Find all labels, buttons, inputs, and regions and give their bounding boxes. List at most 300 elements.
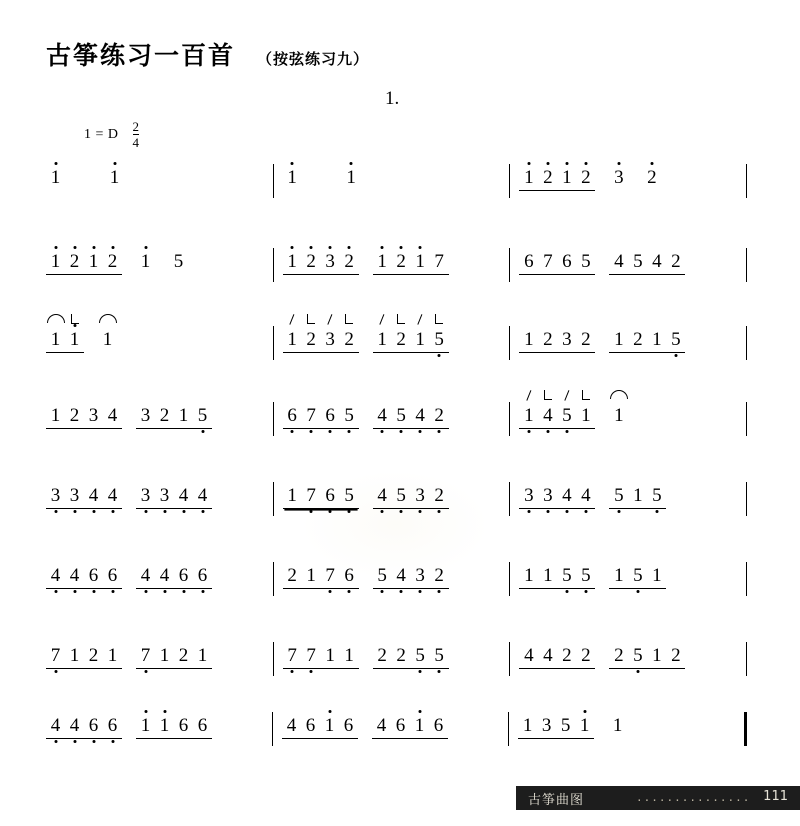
beamed-note-group [46, 252, 122, 275]
note-number: 5 [173, 251, 184, 272]
octave-down-dot [329, 510, 332, 513]
note-number: 4 [160, 566, 170, 586]
note-number: 6 [89, 566, 99, 586]
note [518, 716, 537, 736]
note [46, 716, 65, 736]
note-number: 4 [581, 486, 591, 506]
note-number: 2 [69, 405, 80, 426]
note-number: 1 [415, 252, 425, 272]
octave-up-dot [113, 162, 116, 165]
note-number: 2 [306, 252, 316, 272]
note [557, 406, 576, 426]
note [557, 646, 576, 666]
octave-down-dot [438, 430, 441, 433]
beamed-note-group [283, 566, 359, 589]
note [320, 716, 339, 736]
note [98, 330, 117, 350]
note-number: 1 [377, 329, 387, 350]
note-number: 7 [325, 566, 335, 586]
octave-down-dot [565, 430, 568, 433]
note [392, 566, 411, 586]
barline [746, 482, 747, 516]
note-number: 4 [286, 715, 297, 736]
note-number: 4 [562, 486, 572, 506]
note [302, 646, 321, 666]
octave-down-dot [92, 590, 95, 593]
note-number: 6 [305, 715, 316, 736]
note [84, 646, 103, 666]
barline [746, 562, 747, 596]
press-mark-icon [544, 390, 552, 400]
note [321, 330, 340, 350]
note [283, 486, 302, 506]
note-number: 2 [434, 406, 444, 426]
note [609, 566, 628, 586]
note-number: 3 [415, 566, 425, 586]
note-number: 2 [306, 329, 316, 350]
note [340, 486, 359, 506]
note-group [342, 168, 361, 188]
note [65, 716, 84, 736]
note-group [609, 406, 628, 426]
note [556, 716, 575, 736]
measure [46, 168, 264, 188]
note-number: 2 [543, 329, 553, 350]
note [283, 168, 302, 188]
note [136, 646, 155, 666]
octave-down-dot [565, 510, 568, 513]
note [647, 486, 666, 506]
octave-down-dot [291, 430, 294, 433]
note [608, 716, 627, 736]
note [46, 566, 65, 586]
note-number: 4 [377, 486, 387, 506]
note [193, 406, 212, 426]
note-number: 4 [89, 486, 99, 506]
note-number: 1 [306, 565, 316, 586]
note [519, 406, 538, 426]
note-number: 1 [614, 565, 624, 586]
measure [46, 566, 264, 589]
note-number: 2 [396, 252, 406, 272]
barline [509, 562, 510, 596]
note-number: 1 [581, 405, 591, 426]
octave-down-dot [54, 510, 57, 513]
measure [283, 486, 501, 509]
note-number: 7 [141, 646, 151, 666]
note [103, 646, 122, 666]
note-number: 5 [344, 406, 354, 426]
note [430, 330, 449, 350]
barline [746, 326, 747, 360]
note-number: 1 [524, 329, 534, 350]
note-group [169, 252, 188, 272]
note [84, 716, 103, 736]
octave-down-dot [111, 590, 114, 593]
octave-down-dot [655, 510, 658, 513]
beamed-note-group [373, 646, 449, 669]
note-number: 5 [562, 406, 572, 426]
note-number: 5 [415, 646, 425, 666]
note-number: 4 [107, 405, 118, 426]
note [647, 252, 666, 272]
note-number: 1 [415, 716, 425, 736]
beamed-note-group [282, 716, 358, 739]
note-number: 1 [89, 252, 99, 272]
beamed-note-group [283, 486, 359, 509]
note-number: 1 [51, 252, 61, 272]
beamed-note-group [136, 566, 212, 589]
note [647, 646, 666, 666]
note-number: 5 [396, 486, 406, 506]
barline [509, 402, 510, 436]
note [302, 566, 321, 586]
note [411, 486, 430, 506]
page-subtitle: （按弦练习九） [257, 50, 370, 68]
barline [746, 402, 747, 436]
note-number: 5 [671, 330, 681, 350]
note [538, 252, 557, 272]
octave-down-dot [527, 430, 530, 433]
note-number: 2 [377, 645, 387, 666]
octave-up-dot [565, 162, 568, 165]
note [519, 566, 538, 586]
note [557, 330, 576, 350]
octave-down-dot [73, 510, 76, 513]
octave-down-dot [438, 354, 441, 357]
note-number: 7 [287, 646, 297, 666]
note-number: 4 [70, 716, 80, 736]
octave-down-dot [381, 590, 384, 593]
beamed-note-group [373, 330, 449, 353]
final-barline [744, 712, 747, 746]
note [193, 646, 212, 666]
octave-down-dot [201, 510, 204, 513]
note [103, 486, 122, 506]
octave-down-dot [182, 510, 185, 513]
beamed-note-group [46, 716, 122, 739]
note [340, 252, 359, 272]
octave-up-dot [419, 246, 422, 249]
note [46, 646, 65, 666]
note-number: 2 [562, 645, 572, 666]
note-number: 2 [671, 251, 681, 272]
octave-down-dot [617, 510, 620, 513]
beamed-note-group [519, 486, 595, 509]
octave-down-dot [636, 670, 639, 673]
music-system [46, 486, 756, 516]
note [155, 716, 174, 736]
octave-up-dot [54, 162, 57, 165]
note [372, 716, 391, 736]
note [519, 486, 538, 506]
note [46, 406, 65, 426]
note [155, 406, 174, 426]
note-number: 7 [543, 251, 553, 272]
note [430, 486, 449, 506]
note-number: 6 [343, 715, 354, 736]
note-number: 2 [543, 168, 553, 188]
time-signature [133, 120, 140, 149]
note-group [283, 168, 302, 188]
beamed-note-group [609, 646, 685, 669]
note [538, 168, 557, 188]
note-number: 1 [522, 715, 533, 736]
note [136, 406, 155, 426]
note-number: 6 [325, 406, 335, 426]
barline [509, 326, 510, 360]
key-signature [84, 120, 139, 149]
beamed-note-group [283, 406, 359, 429]
note [538, 646, 557, 666]
beamed-note-group [519, 252, 595, 275]
note [575, 716, 594, 736]
note-number: 2 [581, 168, 591, 188]
note-number: 2 [633, 329, 643, 350]
octave-down-dot [381, 430, 384, 433]
footer-dots: ··············· [636, 794, 751, 807]
beamed-note-group [373, 566, 449, 589]
music-system [46, 168, 756, 198]
note [193, 486, 212, 506]
octave-down-dot [438, 590, 441, 593]
measure [519, 566, 737, 589]
note-number: 2 [434, 566, 444, 586]
press-mark-icon [397, 314, 405, 324]
note-number: 1 [652, 329, 662, 350]
note [666, 330, 685, 350]
note [103, 566, 122, 586]
barline [508, 712, 509, 746]
octave-down-dot [381, 510, 384, 513]
note-number: 6 [524, 251, 534, 272]
octave-up-dot [527, 162, 530, 165]
note [174, 716, 193, 736]
barline [509, 642, 510, 676]
octave-up-dot [650, 162, 653, 165]
note-number: 3 [70, 486, 80, 506]
measure [519, 330, 737, 353]
octave-down-dot [111, 740, 114, 743]
note [538, 486, 557, 506]
note-number: 3 [415, 486, 425, 506]
octave-down-dot [201, 430, 204, 433]
octave-down-dot [54, 670, 57, 673]
note [103, 406, 122, 426]
note-number: 3 [140, 405, 151, 426]
note [628, 566, 647, 586]
octave-down-dot [636, 590, 639, 593]
note [283, 566, 302, 586]
octave-down-dot [348, 590, 351, 593]
note-number: 5 [633, 646, 643, 666]
footer-text: 古筝曲图 [528, 793, 585, 808]
note [340, 566, 359, 586]
octave-up-dot [350, 162, 353, 165]
note [302, 486, 321, 506]
note-number: 1 [70, 330, 80, 350]
note-number: 4 [614, 251, 624, 272]
time-signature-denominator: 4 [132, 135, 140, 150]
note-number: 5 [581, 251, 591, 272]
note-number: 1 [287, 485, 297, 506]
note-number: 4 [415, 406, 425, 426]
barline [746, 642, 747, 676]
note-number: 3 [160, 486, 170, 506]
note [321, 566, 340, 586]
note-number: 1 [377, 252, 387, 272]
measure [283, 566, 501, 589]
note-number: 6 [197, 715, 208, 736]
beamed-note-group [136, 716, 212, 739]
note [519, 646, 538, 666]
measure [519, 646, 737, 669]
measure [46, 406, 264, 429]
note-number: 4 [141, 566, 151, 586]
note [576, 406, 595, 426]
octave-up-dot [163, 710, 166, 713]
note [392, 646, 411, 666]
note-number: 4 [179, 486, 189, 506]
octave-down-dot [419, 510, 422, 513]
measure [46, 252, 264, 275]
beamed-note-group [519, 406, 595, 429]
note-number: 3 [541, 715, 552, 736]
slur-arc-icon [47, 314, 65, 323]
note-number: 2 [178, 645, 189, 666]
barline [272, 712, 273, 746]
score-header [46, 36, 369, 72]
press-mark-icon [435, 314, 443, 324]
note [65, 252, 84, 272]
note [519, 330, 538, 350]
music-system [46, 252, 756, 282]
barline [273, 482, 274, 516]
beamed-note-group [283, 646, 359, 669]
note-number: 3 [524, 486, 534, 506]
note [411, 406, 430, 426]
note [373, 252, 392, 272]
octave-down-dot [348, 510, 351, 513]
note [576, 646, 595, 666]
note [392, 252, 411, 272]
note [65, 646, 84, 666]
beamed-note-group [518, 716, 594, 739]
octave-down-dot [163, 510, 166, 513]
beamed-note-group [609, 330, 685, 353]
note [430, 566, 449, 586]
note [321, 646, 340, 666]
note-number: 3 [562, 329, 572, 350]
octave-up-dot [617, 162, 620, 165]
note-number: 5 [396, 406, 406, 426]
slur-arc-icon [610, 390, 628, 399]
octave-up-dot [328, 710, 331, 713]
note-number: 3 [51, 486, 61, 506]
octave-down-dot [182, 590, 185, 593]
note-number: 1 [633, 485, 643, 506]
octave-down-dot [438, 670, 441, 673]
note [628, 486, 647, 506]
note-number: 6 [178, 715, 189, 736]
measure [283, 646, 501, 669]
note [647, 566, 666, 586]
note [155, 646, 174, 666]
slide-mark-icon [526, 390, 531, 401]
measure [283, 168, 501, 188]
note-number: 1 [159, 645, 170, 666]
octave-down-dot [565, 590, 568, 593]
note-number: 5 [652, 486, 662, 506]
note-group [98, 330, 117, 350]
note [103, 716, 122, 736]
note-number: 2 [581, 329, 591, 350]
octave-down-dot [419, 430, 422, 433]
note-number: 5 [614, 486, 624, 506]
octave-up-dot [310, 246, 313, 249]
note-number: 6 [325, 486, 335, 506]
note-number: 2 [647, 168, 657, 188]
note [392, 330, 411, 350]
octave-down-dot [546, 430, 549, 433]
octave-down-dot [546, 510, 549, 513]
note-number: 4 [524, 645, 534, 666]
octave-up-dot [73, 246, 76, 249]
octave-up-dot [381, 246, 384, 249]
note-number: 4 [543, 645, 553, 666]
note-number: 7 [434, 251, 444, 272]
note-number: 2 [108, 252, 118, 272]
time-signature-numerator: 2 [132, 119, 140, 134]
music-system [46, 716, 756, 746]
footer-page-number: 111 [763, 789, 788, 804]
note [302, 406, 321, 426]
note [321, 252, 340, 272]
note-number: 4 [376, 715, 387, 736]
note [429, 716, 448, 736]
octave-down-dot [92, 740, 95, 743]
note [537, 716, 556, 736]
barline [273, 248, 274, 282]
octave-down-dot [144, 590, 147, 593]
octave-down-dot [201, 590, 204, 593]
note [647, 330, 666, 350]
octave-down-dot [310, 430, 313, 433]
note [430, 252, 449, 272]
music-system [46, 646, 756, 676]
note [46, 330, 65, 350]
note [557, 252, 576, 272]
beamed-note-group [46, 646, 122, 669]
note-number: 1 [325, 716, 335, 736]
octave-up-dot [348, 246, 351, 249]
octave-up-dot [144, 710, 147, 713]
note [65, 406, 84, 426]
note [557, 168, 576, 188]
note-group [136, 252, 155, 272]
octave-up-dot [329, 246, 332, 249]
measure [518, 716, 735, 739]
note-number: 1 [415, 329, 425, 350]
octave-up-dot [291, 162, 294, 165]
barline [273, 642, 274, 676]
note-number: 2 [396, 645, 406, 666]
note-number: 1 [107, 645, 118, 666]
note-number: 1 [287, 329, 297, 350]
note-number: 2 [581, 645, 591, 666]
note-number: 4 [51, 716, 61, 736]
beamed-note-group [373, 252, 449, 275]
